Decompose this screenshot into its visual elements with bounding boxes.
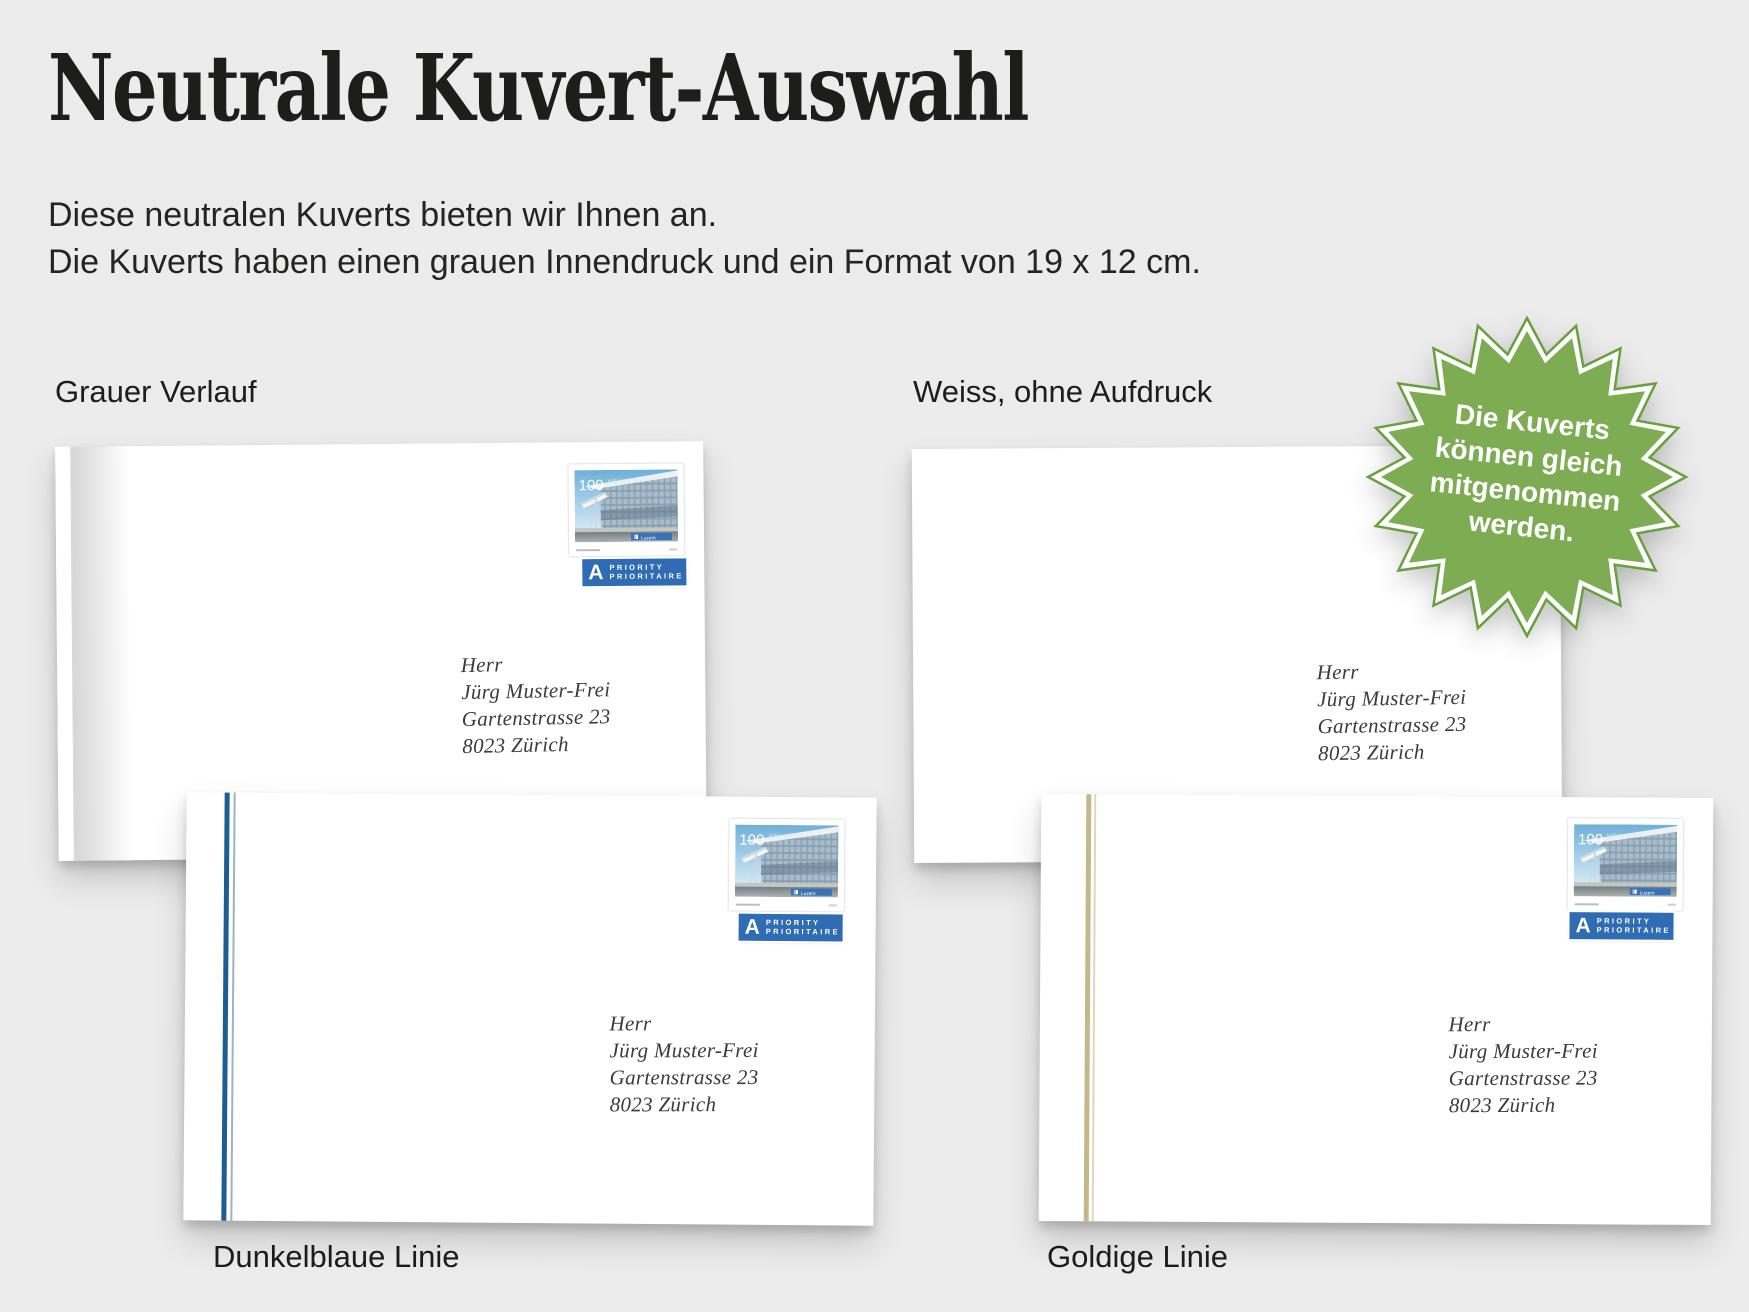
label-weiss-ohne-aufdruck: Weiss, ohne Aufdruck [913,374,1213,409]
address-line: Herr [1448,1012,1491,1037]
priority-letter: A [1575,914,1591,938]
badge-text: Die Kuverts können gleich mitgenommen werden. [1428,398,1625,548]
recipient-address [1448,1011,1598,1120]
postage-stamp [568,463,684,556]
address-line: 8023 Zürich [609,1092,717,1117]
stamp-microtext [576,549,600,551]
address-line: Gartenstrasse 23 [1448,1065,1598,1091]
stamp-city-text: Luzern [641,536,656,542]
intro-text [48,192,1201,286]
stamp-microtext [1668,904,1676,906]
postage-stamp [1568,818,1684,911]
intro-line-2: Die Kuverts haben einen grauen Innendruck und ein Format von 19 x 12 cm. [48,243,1201,281]
recipient-address [460,649,611,760]
priority-letter: A [744,915,760,939]
priority-text: PRIORITY PRIORITAIRE [609,562,684,582]
priority-label [1569,912,1673,940]
gray-gradient-stripe [71,446,133,860]
stamp-value-text: 100 [1577,831,1604,849]
priority-label [739,914,843,942]
postage-stamp [729,819,845,912]
recipient-address [1316,657,1467,767]
label-grauer-verlauf: Grauer Verlauf [55,374,257,409]
address-line: Jürg Muster-Frei [460,677,611,705]
priority-text: PRIORITY PRIORITAIRE [1596,915,1671,935]
envelope-goldige-linie [1039,794,1714,1225]
address-line: Gartenstrasse 23 [1317,711,1467,739]
stamp-city-text: Luzern [800,891,816,898]
priority-letter: A [588,561,604,585]
stamp-country-text: HELVETIA [768,833,805,841]
address-line: Herr [460,652,503,678]
stamp-value-text: 100 [739,831,765,849]
stamp-country-text: HELVETIA [1607,833,1644,840]
stamp-microtext [669,548,677,550]
dark-blue-stripe [221,793,229,1221]
address-line: 8023 Zürich [1317,739,1425,766]
priority-label [582,558,686,586]
label-goldige-linie: Goldige Linie [1047,1239,1228,1274]
gold-stripe-thin [1092,794,1097,1221]
stamp-country-text: HELVETIA [607,478,645,486]
address-line: 8023 Zürich [1448,1092,1556,1118]
recipient-address [609,1010,759,1118]
address-line: Jürg Muster-Frei [1316,684,1467,712]
dark-blue-stripe-thin [230,793,235,1221]
stamp-building-illustration [735,825,839,898]
priority-text: PRIORITY PRIORITAIRE [765,917,841,937]
address-line: Jürg Muster-Frei [1448,1038,1598,1064]
address-line: 8023 Zürich [462,732,570,759]
stamp-building-illustration [1574,824,1677,897]
stamp-microtext [829,904,837,906]
address-line: Herr [1316,659,1359,685]
stamp-building-illustration [574,469,678,542]
address-line: Gartenstrasse 23 [461,704,611,732]
envelope-dunkelblaue-linie [183,792,876,1225]
gold-stripe [1084,794,1092,1221]
stamp-city-text: Luzern [1639,891,1655,897]
stamp-microtext [736,904,760,906]
address-line: Gartenstrasse 23 [609,1065,759,1090]
stamp-value-text: 100 [578,477,604,495]
address-line: Jürg Muster-Frei [609,1038,759,1063]
page-title: Neutrale Kuvert-Auswahl [48,34,1028,142]
label-dunkelblaue-linie: Dunkelblaue Linie [213,1239,460,1274]
stamp-microtext [1575,903,1599,905]
intro-line-1: Diese neutralen Kuverts bieten wir Ihnen an. [48,196,718,234]
promo-starburst-badge [1356,306,1698,648]
address-line: Herr [609,1011,652,1036]
